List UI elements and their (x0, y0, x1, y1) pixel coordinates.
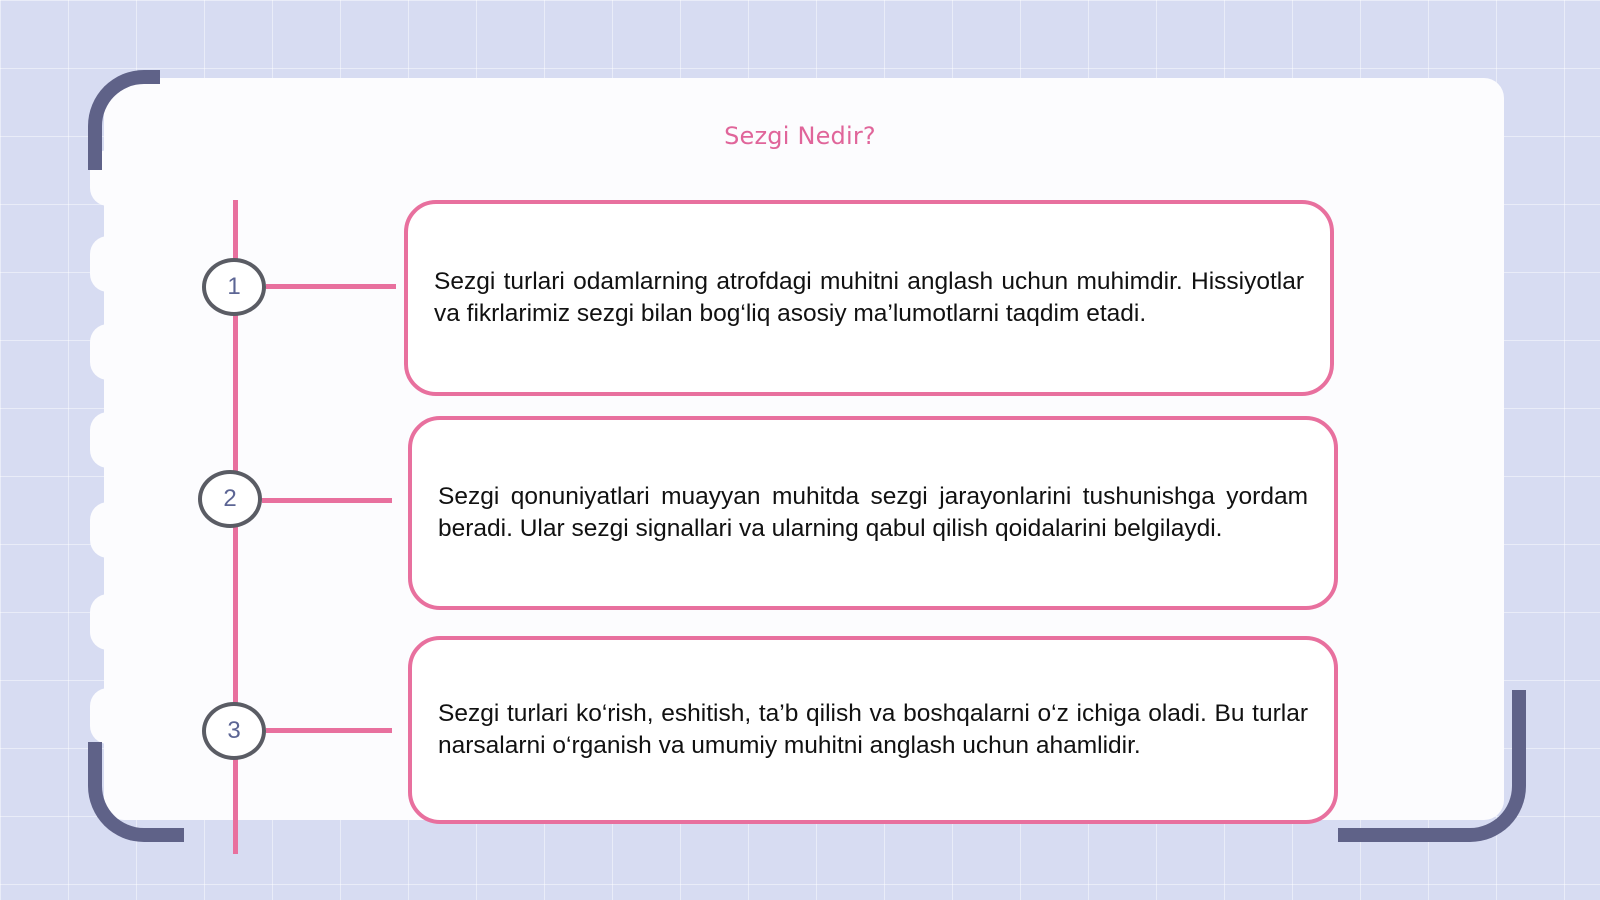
step-number-2: 2 (198, 470, 262, 528)
card-edge-scallop (90, 324, 126, 380)
corner-bracket-bottom-left (88, 742, 184, 842)
content-text-1: Sezgi turlari odamlarning atrofdagi muhitni anglash uchun muhimdir. Hissiyotlar va fikrlarimiz sezgi bilan bog‘liq asosiy ma’lumotlarni taqdim etadi. (434, 268, 1304, 327)
content-box-1 (404, 200, 1334, 396)
card-edge-scallop (90, 688, 126, 744)
timeline-connector-1 (266, 284, 396, 289)
card-edge-scallop (90, 502, 126, 558)
content-text-2: Sezgi qonuniyatlari muayyan muhitda sezgi jarayonlarini tushunishga yordam beradi. Ular sezgi signallari va ularning qabul qilish qoidalarini belgilaydi. (438, 483, 1308, 542)
timeline-connector-2 (262, 498, 392, 503)
step-number-3: 3 (202, 702, 266, 760)
content-box-3 (408, 636, 1338, 824)
corner-bracket-bottom-right (1338, 690, 1526, 842)
corner-bracket-top-left (88, 70, 160, 170)
card-edge-scallop (90, 412, 126, 468)
timeline-connector-3 (266, 728, 392, 733)
content-box-2 (408, 416, 1338, 610)
slide-title: Sezgi Nedir? (724, 122, 876, 150)
content-text-3: Sezgi turlari ko‘rish, eshitish, ta’b qilish va boshqalarni o‘z ichiga oladi. Bu turlar narsalarni o‘rganish va umumiy muhitni anglash uchun ahamlidir. (438, 700, 1308, 759)
step-number-1: 1 (202, 258, 266, 316)
card-edge-scallop (90, 236, 126, 292)
card-edge-scallop (90, 594, 126, 650)
